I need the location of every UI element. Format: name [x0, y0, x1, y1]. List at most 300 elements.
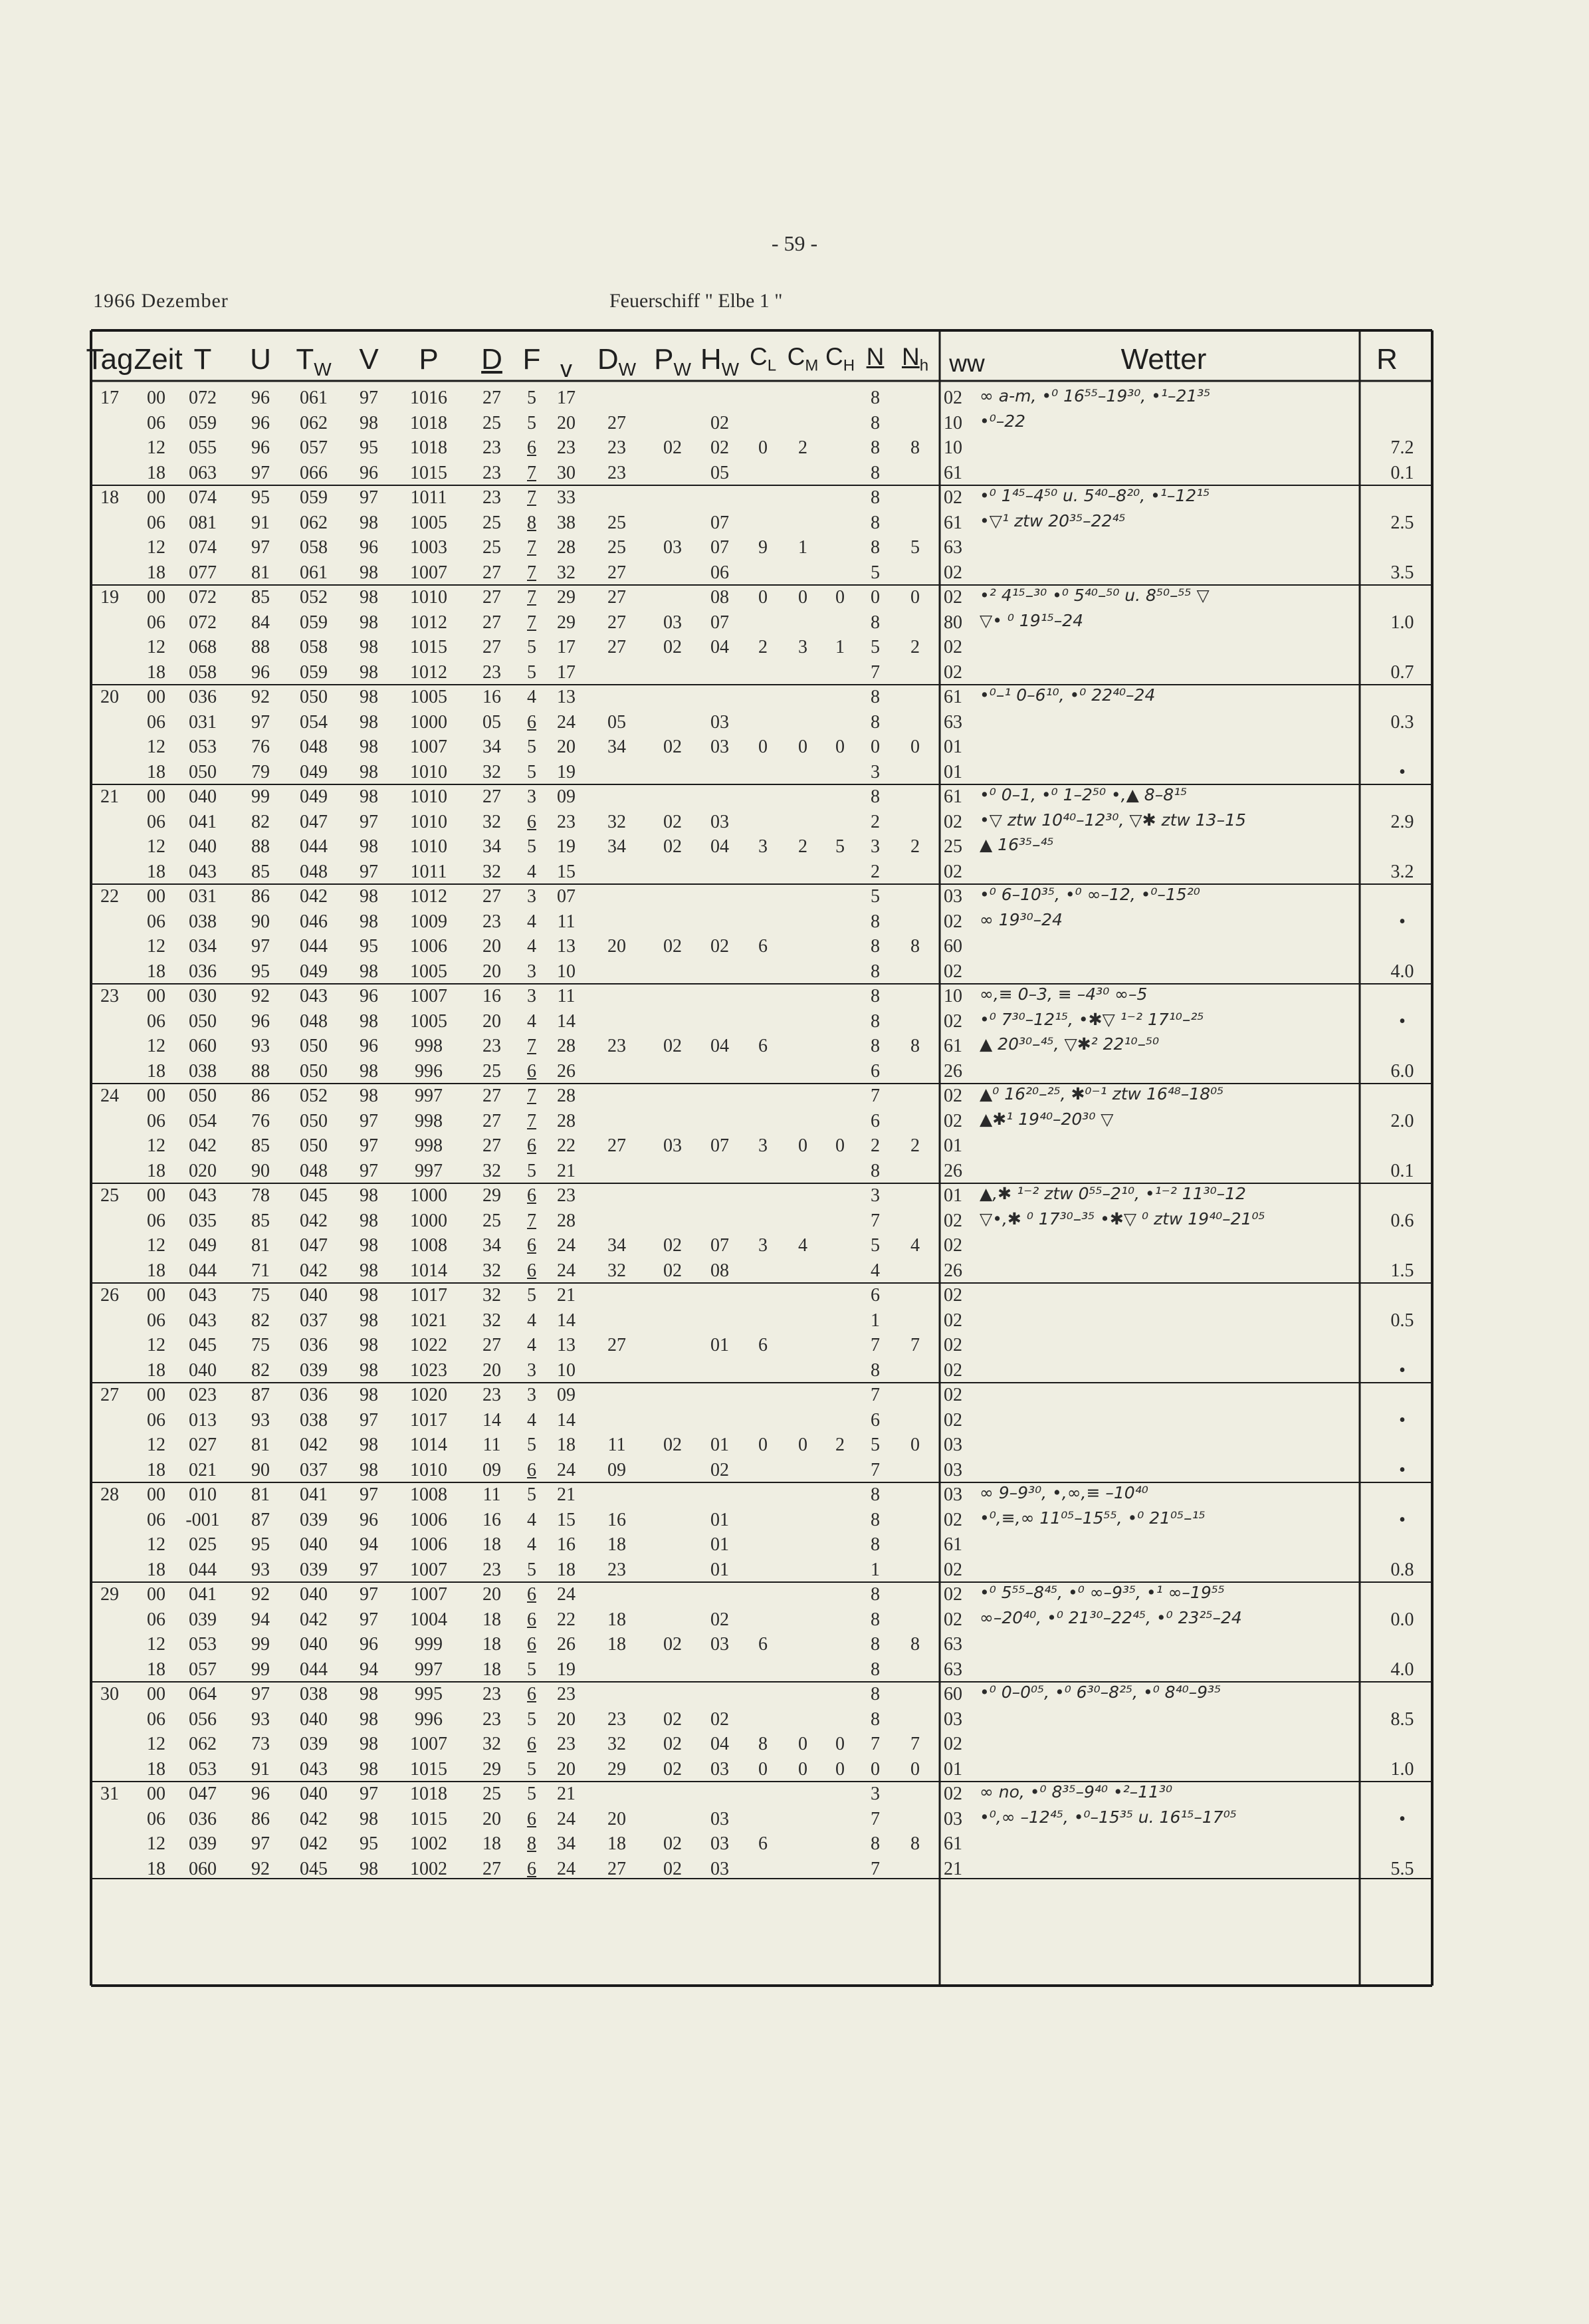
data-cell: 98 — [360, 836, 378, 857]
r-value: 8.5 — [1390, 1708, 1414, 1730]
col-n: N — [866, 343, 885, 370]
data-cell: 077 — [189, 562, 217, 583]
data-cell: 88 — [251, 1060, 270, 1082]
data-cell: 040 — [300, 1784, 328, 1804]
data-cell: 0 — [910, 1435, 920, 1455]
data-cell: 058 — [189, 661, 217, 683]
data-cell: 3 — [527, 986, 536, 1006]
data-cell: 25 — [607, 537, 626, 558]
data-cell: 24 — [557, 711, 576, 733]
data-cell: 042 — [300, 1833, 328, 1854]
data-cell: 16 — [482, 687, 501, 707]
data-cell: 96 — [251, 1010, 270, 1032]
r-value: 2.5 — [1390, 512, 1414, 533]
data-cell: 0 — [835, 1758, 845, 1780]
data-cell: 4 — [798, 1235, 807, 1256]
day-cell: 25 — [100, 1185, 119, 1206]
time-cell: 12 — [147, 437, 165, 458]
data-cell: 8 — [871, 786, 880, 807]
col-tw: $T_W$ — [296, 343, 332, 380]
data-cell: 23 — [607, 1559, 626, 1580]
data-cell: 4 — [527, 1010, 536, 1032]
data-cell: 25 — [482, 1210, 501, 1231]
data-cell: 023 — [189, 1385, 217, 1405]
ww-code: 02 — [944, 1110, 962, 1131]
ww-code: 02 — [944, 1285, 962, 1306]
weather-note: •⁰,∞ –12⁴⁵, •⁰–15³⁵ u. 16¹⁵–17⁰⁵ — [980, 1807, 1237, 1827]
time-cell: 00 — [147, 687, 165, 707]
data-cell: 8 — [871, 711, 880, 733]
data-cell: 053 — [189, 1758, 217, 1780]
data-cell: 040 — [300, 1634, 328, 1655]
time-cell: 12 — [147, 936, 165, 957]
data-cell: 4 — [527, 1534, 536, 1555]
data-cell: 02 — [710, 437, 729, 458]
data-cell: 22 — [557, 1609, 576, 1630]
data-cell: 32 — [607, 1734, 626, 1754]
data-cell: 2 — [758, 637, 768, 657]
data-cell: 93 — [251, 1036, 270, 1056]
data-cell: 99 — [251, 1634, 270, 1655]
day-cell: 30 — [100, 1684, 119, 1704]
data-cell: 042 — [300, 1435, 328, 1455]
data-cell: 20 — [482, 1584, 501, 1605]
ww-code: 02 — [944, 661, 962, 683]
data-cell: 7 — [527, 562, 536, 583]
data-cell: 8 — [527, 1833, 536, 1854]
data-cell: 1007 — [410, 1584, 447, 1605]
data-cell: 8 — [527, 512, 536, 533]
data-cell: 1000 — [410, 711, 447, 733]
ww-code: 02 — [944, 911, 962, 932]
ww-code: 01 — [944, 761, 962, 782]
data-cell: 6 — [527, 811, 536, 832]
data-cell: 7 — [871, 1459, 880, 1480]
weather-note: ▲ 16³⁵–⁴⁵ — [980, 835, 1054, 854]
weather-note: •⁰ 6–10³⁵, •⁰ ∞–12, •⁰–15²⁰ — [980, 885, 1200, 904]
data-cell: 6 — [527, 1060, 536, 1082]
data-cell: 1005 — [410, 687, 447, 707]
data-cell: 90 — [251, 911, 270, 932]
data-cell: 27 — [482, 1086, 501, 1106]
data-cell: 27 — [607, 637, 626, 657]
data-cell: 92 — [251, 986, 270, 1006]
data-cell: 060 — [189, 1858, 217, 1879]
data-cell: 32 — [557, 562, 576, 583]
data-cell: 01 — [710, 1435, 729, 1455]
data-cell: 15 — [557, 861, 576, 882]
data-cell: 040 — [300, 1708, 328, 1730]
ww-code: 03 — [944, 1708, 962, 1730]
data-cell: 6 — [527, 1185, 536, 1206]
ww-code: 25 — [944, 836, 962, 857]
data-cell: 5 — [527, 1659, 536, 1680]
data-cell: 13 — [557, 1335, 576, 1355]
data-cell: 24 — [557, 1808, 576, 1829]
data-cell: 23 — [557, 437, 576, 458]
data-cell: 998 — [415, 1135, 443, 1156]
data-cell: 6 — [871, 1409, 880, 1431]
data-cell: 0 — [798, 1435, 807, 1455]
data-cell: 81 — [251, 1435, 270, 1455]
r-value: 5.5 — [1390, 1858, 1414, 1879]
data-cell: 34 — [607, 1235, 626, 1256]
data-cell: 0 — [758, 737, 768, 757]
data-cell: 23 — [482, 661, 501, 683]
data-cell: 5 — [527, 661, 536, 683]
data-cell: 03 — [663, 1135, 682, 1156]
data-cell: 050 — [300, 1110, 328, 1131]
data-cell: 8 — [871, 1010, 880, 1032]
data-cell: 34 — [607, 836, 626, 857]
data-cell: 96 — [360, 462, 378, 483]
data-cell: 14 — [557, 1310, 576, 1331]
data-cell: 25 — [482, 512, 501, 533]
data-cell: 1005 — [410, 961, 447, 982]
data-cell: 79 — [251, 761, 270, 782]
day-cell: 17 — [100, 388, 119, 408]
data-cell: 97 — [360, 1160, 378, 1181]
time-cell: 18 — [147, 861, 165, 882]
data-cell: 98 — [360, 1359, 378, 1381]
data-cell: 020 — [189, 1160, 217, 1181]
data-cell: 29 — [557, 612, 576, 633]
data-cell: 23 — [482, 1385, 501, 1405]
data-cell: 27 — [482, 1135, 501, 1156]
data-cell: 6 — [758, 1335, 768, 1355]
data-cell: 23 — [482, 487, 501, 508]
data-cell: 23 — [607, 462, 626, 483]
data-cell: 96 — [360, 986, 378, 1006]
data-cell: 8 — [871, 1634, 880, 1655]
data-cell: 050 — [189, 1086, 217, 1106]
data-cell: 0 — [798, 1734, 807, 1754]
data-cell: 1012 — [410, 612, 447, 633]
data-cell: 054 — [300, 711, 328, 733]
data-cell: 02 — [663, 811, 682, 832]
r-value: 0.3 — [1390, 711, 1414, 733]
data-cell: 24 — [557, 1260, 576, 1281]
data-cell: 1022 — [410, 1335, 447, 1355]
data-cell: 050 — [189, 1010, 217, 1032]
data-cell: 14 — [557, 1010, 576, 1032]
data-cell: 2 — [910, 1135, 920, 1156]
data-cell: 1006 — [410, 1509, 447, 1530]
data-cell: 8 — [871, 462, 880, 483]
ww-code: 61 — [944, 1833, 962, 1854]
data-cell: 8 — [871, 612, 880, 633]
data-cell: 1006 — [410, 936, 447, 957]
day-cell: 29 — [100, 1584, 119, 1605]
data-cell: 042 — [189, 1135, 217, 1156]
data-cell: 29 — [482, 1185, 501, 1206]
data-cell: 047 — [300, 811, 328, 832]
data-cell: 8 — [871, 537, 880, 558]
data-cell: 09 — [482, 1459, 501, 1480]
time-cell: 06 — [147, 1010, 165, 1032]
data-cell: 09 — [557, 1385, 576, 1405]
data-cell: 5 — [871, 1235, 880, 1256]
time-cell: 00 — [147, 388, 165, 408]
r-value: 0.1 — [1390, 1160, 1414, 1181]
col-r: R — [1376, 343, 1398, 376]
col-ww: ww — [949, 350, 985, 377]
data-cell: 98 — [360, 512, 378, 533]
data-cell: 18 — [482, 1659, 501, 1680]
data-cell: 1000 — [410, 1185, 447, 1206]
data-cell: 042 — [300, 1808, 328, 1829]
data-cell: 18 — [482, 1534, 501, 1555]
data-cell: 03 — [710, 1758, 729, 1780]
data-cell: 91 — [251, 1758, 270, 1780]
data-cell: 2 — [798, 437, 807, 458]
data-cell: 7 — [871, 1385, 880, 1405]
data-cell: 97 — [360, 811, 378, 832]
data-cell: 7 — [527, 1036, 536, 1056]
col-cl: $C_L$ — [749, 343, 777, 375]
time-cell: 12 — [147, 1734, 165, 1754]
page-number: - 59 - — [771, 231, 818, 255]
data-cell: 061 — [300, 562, 328, 583]
data-cell: 98 — [360, 786, 378, 807]
data-cell: 5 — [910, 537, 920, 558]
ww-code: 63 — [944, 537, 962, 558]
data-cell: 1002 — [410, 1858, 447, 1879]
data-cell: 29 — [607, 1758, 626, 1780]
time-cell: 00 — [147, 1584, 165, 1605]
data-cell: 3 — [871, 761, 880, 782]
data-cell: 18 — [607, 1609, 626, 1630]
r-value: 1.5 — [1390, 1260, 1414, 1281]
data-cell: 5 — [527, 637, 536, 657]
data-cell: 03 — [710, 1858, 729, 1879]
data-cell: 98 — [360, 1808, 378, 1829]
data-cell: 1008 — [410, 1484, 447, 1505]
data-cell: 97 — [360, 388, 378, 408]
data-cell: 058 — [300, 537, 328, 558]
data-cell: 034 — [189, 936, 217, 957]
data-cell: 02 — [663, 437, 682, 458]
data-cell: 8 — [758, 1734, 768, 1754]
col-v: V — [359, 343, 379, 376]
r-value: • — [1399, 1459, 1406, 1480]
col-d: D — [481, 343, 502, 376]
col-hw: $H_W$ — [700, 343, 740, 380]
data-cell: 041 — [300, 1484, 328, 1505]
data-cell: 040 — [189, 1359, 217, 1381]
ww-code: 01 — [944, 1185, 962, 1206]
data-cell: 0 — [910, 1758, 920, 1780]
ww-code: 02 — [944, 637, 962, 657]
data-cell: 043 — [189, 1285, 217, 1306]
data-cell: 20 — [482, 1359, 501, 1381]
data-cell: 1 — [798, 537, 807, 558]
data-cell: 98 — [360, 1335, 378, 1355]
time-cell: 18 — [147, 1858, 165, 1879]
data-cell: 050 — [300, 1135, 328, 1156]
data-cell: 20 — [557, 737, 576, 757]
ww-code: 26 — [944, 1160, 962, 1181]
data-cell: 8 — [871, 1036, 880, 1056]
data-cell: 91 — [251, 512, 270, 533]
data-cell: 97 — [360, 1584, 378, 1605]
data-cell: 5 — [527, 1484, 536, 1505]
time-cell: 00 — [147, 986, 165, 1006]
data-cell: 26 — [557, 1060, 576, 1082]
data-cell: 13 — [557, 687, 576, 707]
data-cell: 76 — [251, 737, 270, 757]
data-cell: 7 — [871, 661, 880, 683]
col-f: F — [522, 343, 541, 376]
data-cell: 27 — [482, 1858, 501, 1879]
data-cell: 27 — [607, 412, 626, 433]
data-cell: 072 — [189, 388, 217, 408]
time-cell: 06 — [147, 711, 165, 733]
data-cell: 27 — [482, 637, 501, 657]
data-cell: 18 — [482, 1609, 501, 1630]
data-cell: 039 — [300, 1559, 328, 1580]
r-value: 2.9 — [1390, 811, 1414, 832]
day-cell: 27 — [100, 1385, 119, 1405]
data-cell: 85 — [251, 1210, 270, 1231]
r-value: 1.0 — [1390, 1758, 1414, 1780]
ww-code: 02 — [944, 1235, 962, 1256]
data-cell: 23 — [482, 1559, 501, 1580]
data-cell: 27 — [482, 562, 501, 583]
data-cell: 27 — [607, 587, 626, 608]
ww-code: 02 — [944, 487, 962, 508]
data-cell: 036 — [300, 1335, 328, 1355]
data-cell: 1010 — [410, 761, 447, 782]
data-cell: 036 — [189, 961, 217, 982]
data-cell: 25 — [607, 512, 626, 533]
ww-code: 10 — [944, 986, 962, 1006]
data-cell: 34 — [607, 737, 626, 757]
data-cell: 043 — [300, 1758, 328, 1780]
data-cell: 050 — [300, 1036, 328, 1056]
data-cell: 1 — [871, 1310, 880, 1331]
data-cell: 8 — [871, 512, 880, 533]
data-cell: 11 — [557, 986, 576, 1006]
time-cell: 00 — [147, 1185, 165, 1206]
data-cell: 98 — [360, 711, 378, 733]
time-cell: 00 — [147, 886, 165, 907]
data-cell: 8 — [871, 1584, 880, 1605]
data-cell: 82 — [251, 811, 270, 832]
r-value: 4.0 — [1390, 1659, 1414, 1680]
data-cell: 031 — [189, 886, 217, 907]
weather-note: •⁰ 7³⁰–12¹⁵, •✱▽ ¹⁻² 17¹⁰–²⁵ — [980, 1009, 1204, 1029]
data-cell: 0 — [835, 737, 845, 757]
data-cell: 98 — [360, 1060, 378, 1082]
data-cell: 92 — [251, 687, 270, 707]
data-cell: 995 — [415, 1684, 443, 1704]
col-ch: $C_H$ — [825, 343, 855, 375]
data-cell: 061 — [300, 388, 328, 408]
ww-code: 02 — [944, 1310, 962, 1331]
data-cell: 16 — [482, 986, 501, 1006]
time-cell: 12 — [147, 1534, 165, 1555]
data-cell: 039 — [300, 1509, 328, 1530]
data-cell: 010 — [189, 1484, 217, 1505]
data-cell: 9 — [758, 537, 768, 558]
data-cell: 20 — [557, 412, 576, 433]
ww-code: 61 — [944, 687, 962, 707]
data-cell: 1010 — [410, 786, 447, 807]
data-cell: 025 — [189, 1534, 217, 1555]
data-cell: 049 — [300, 961, 328, 982]
data-cell: 24 — [557, 1235, 576, 1256]
time-cell: 12 — [147, 836, 165, 857]
data-cell: 97 — [251, 1684, 270, 1704]
data-cell: 02 — [663, 1708, 682, 1730]
day-cell: 28 — [100, 1484, 119, 1505]
data-cell: 1015 — [410, 462, 447, 483]
data-cell: 046 — [300, 911, 328, 932]
col-wetter: Wetter — [1120, 343, 1207, 376]
data-cell: 96 — [251, 412, 270, 433]
data-cell: 3 — [758, 1135, 768, 1156]
data-cell: 4 — [527, 1335, 536, 1355]
data-cell: 03 — [710, 737, 729, 757]
data-cell: 26 — [557, 1634, 576, 1655]
data-cell: 0 — [871, 1758, 880, 1780]
data-cell: 1008 — [410, 1235, 447, 1256]
time-cell: 18 — [147, 1459, 165, 1480]
data-cell: 7 — [527, 1110, 536, 1131]
data-cell: 95 — [251, 961, 270, 982]
data-cell: 02 — [663, 1833, 682, 1854]
data-cell: 044 — [300, 1659, 328, 1680]
data-cell: 048 — [300, 861, 328, 882]
data-cell: 6 — [527, 1135, 536, 1156]
time-cell: 00 — [147, 487, 165, 508]
data-cell: 23 — [607, 1708, 626, 1730]
data-cell: 043 — [189, 1185, 217, 1206]
data-cell: 6 — [758, 936, 768, 957]
r-value: 0.5 — [1390, 1310, 1414, 1331]
data-cell: 27 — [607, 612, 626, 633]
data-cell: 044 — [189, 1559, 217, 1580]
weather-note: •⁰ 0–0⁰⁵, •⁰ 6³⁰–8²⁵, •⁰ 8⁴⁰–9³⁵ — [980, 1683, 1221, 1702]
data-cell: 23 — [557, 1684, 576, 1704]
data-cell: 98 — [360, 562, 378, 583]
data-cell: 7 — [527, 1210, 536, 1231]
data-cell: 055 — [189, 437, 217, 458]
data-cell: 6 — [527, 1235, 536, 1256]
data-cell: 27 — [607, 1135, 626, 1156]
data-cell: 98 — [360, 737, 378, 757]
data-cell: 072 — [189, 612, 217, 633]
data-cell: 98 — [360, 661, 378, 683]
day-cell: 24 — [100, 1086, 119, 1106]
data-cell: 3 — [758, 836, 768, 857]
time-cell: 18 — [147, 1359, 165, 1381]
r-value: • — [1399, 1409, 1406, 1431]
data-cell: 27 — [607, 1858, 626, 1879]
data-cell: 3 — [527, 961, 536, 982]
ww-code: 02 — [944, 1784, 962, 1804]
data-cell: 8 — [871, 1684, 880, 1704]
data-cell: 7 — [871, 1734, 880, 1754]
data-cell: 074 — [189, 537, 217, 558]
data-cell: 05 — [607, 711, 626, 733]
data-cell: 8 — [871, 487, 880, 508]
data-cell: 3 — [871, 1185, 880, 1206]
data-cell: 19 — [557, 836, 576, 857]
data-cell: 98 — [360, 1435, 378, 1455]
data-cell: 06 — [710, 562, 729, 583]
